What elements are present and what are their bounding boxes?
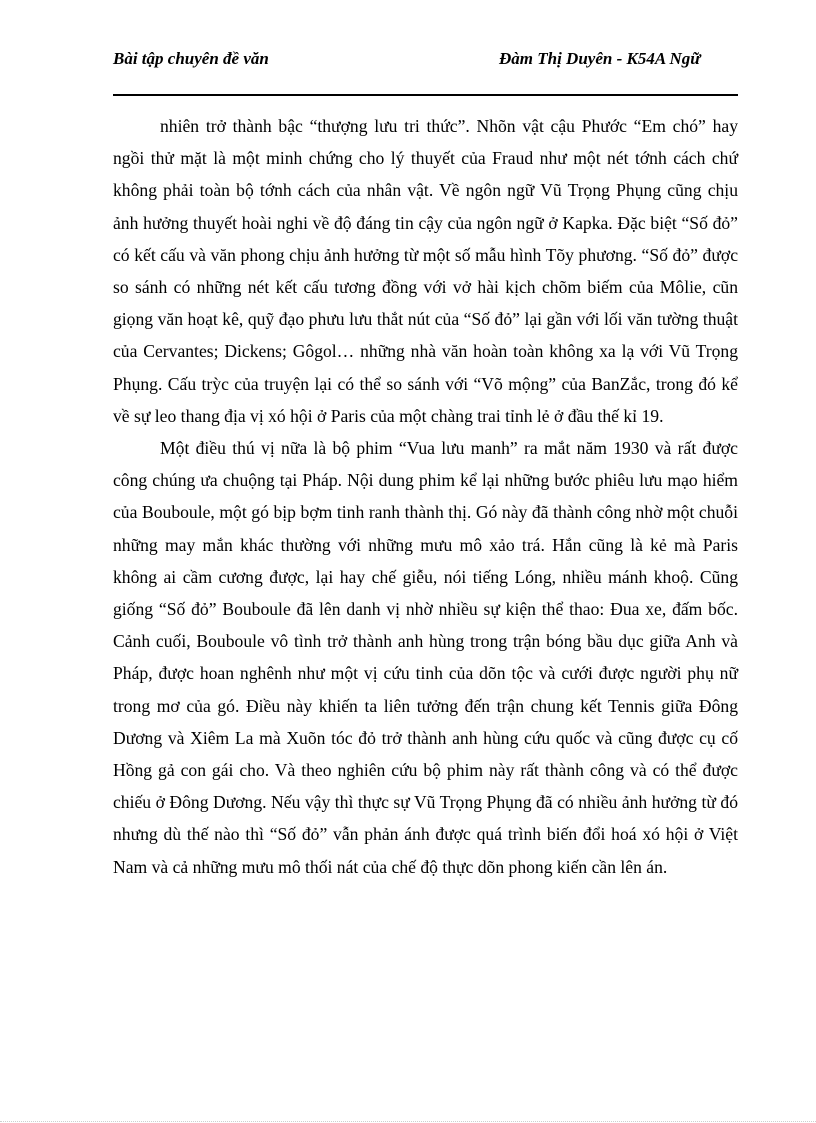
header-course-title: Bài tập chuyên đề văn: [113, 49, 269, 68]
paragraph-2: Một điều thú vị nữa là bộ phim “Vua lưu manh” ra mắt năm 1930 và rất được công chúng ưa chuộng tại Pháp. Nội dung phim kể lại những bước phiêu lưu mạo hiểm của Bouboule, một gó bịp bợm tinh ranh thành thị. Gó này đã thành công nhờ một chuỗi những may mắn khác thường với những mưu mô xảo trá. Hắn cũng là kẻ mà Paris không ai cầm cương được, lại hay chế giễu, nói tiếng Lóng, nhiều mánh khoộ. Cũng giống “Số đỏ” Bouboule đã lên danh vị nhờ nhiều sự kiện thể thao: Đua xe, đấm bốc. Cảnh cuối, Bouboule vô tình trở thành anh hùng trong trận bóng bầu dục giữa Anh và Pháp, được hoan nghênh như một vị cứu tinh của dõn tộc và cưới được người phụ nữ trong mơ của gó. Điều này khiến ta liên tưởng đến trận chung kết Tennis giữa Đông Dương và Xiêm La mà Xuõn tóc đỏ trở thành anh hùng cứu quốc và cũng được cụ cố Hồng gả con gái cho. Và theo nghiên cứu bộ phim này rất thành công và có thể được chiếu ở Đông Dương. Nếu vậy thì thực sự Vũ Trọng Phụng đã có nhiều ảnh hưởng từ đó nhưng dù thế nào thì “Số đỏ” vẫn phản ánh được quá trình biến đổi hoá xó hội ở Việt Nam và cả những mưu mô thối nát của chế độ thực dõn phong kiến cần lên án.: [113, 438, 738, 877]
page-header: [113, 48, 738, 96]
document-body: [113, 110, 738, 883]
header-author: Đàm Thị Duyên - K54A Ngữ: [499, 49, 701, 68]
page-bottom-rule: [0, 1121, 816, 1122]
paragraph-1: nhiên trở thành bậc “thượng lưu tri thức”. Nhõn vật cậu Phước “Em chó” hay ngồi thử mặt là một minh chứng cho lý thuyết của Fraud như một nét tớnh cách chứ không phải toàn bộ tớnh cách của nhân vật. Về ngôn ngữ Vũ Trọng Phụng cũng chịu ảnh hưởng thuyết hoài nghi về độ đáng tin cậy của ngôn ngữ ở Kapka. Đặc biệt “Số đỏ” có kết cấu và văn phong chịu ảnh hưởng từ một số mẫu hình Tõy phương. “Số đỏ” được so sánh có những nét kết cấu tương đồng với vở hài kịch chõm biếm của Môlie, cũn giọng văn hoạt kê, quỹ đạo phưu lưu thắt nút của “Số đỏ” lại gần với lối văn tường thuật của Cervantes; Dickens; Gôgol… những nhà văn hoàn toàn không xa lạ với Vũ Trọng Phụng. Cấu trỳc của truyện lại có thể so sánh với “Võ mộng” của BanZắc, trong đó kể về sự leo thang địa vị xó hội ở Paris của một chàng trai tỉnh lẻ ở đầu thế kỉ 19.: [113, 116, 738, 426]
